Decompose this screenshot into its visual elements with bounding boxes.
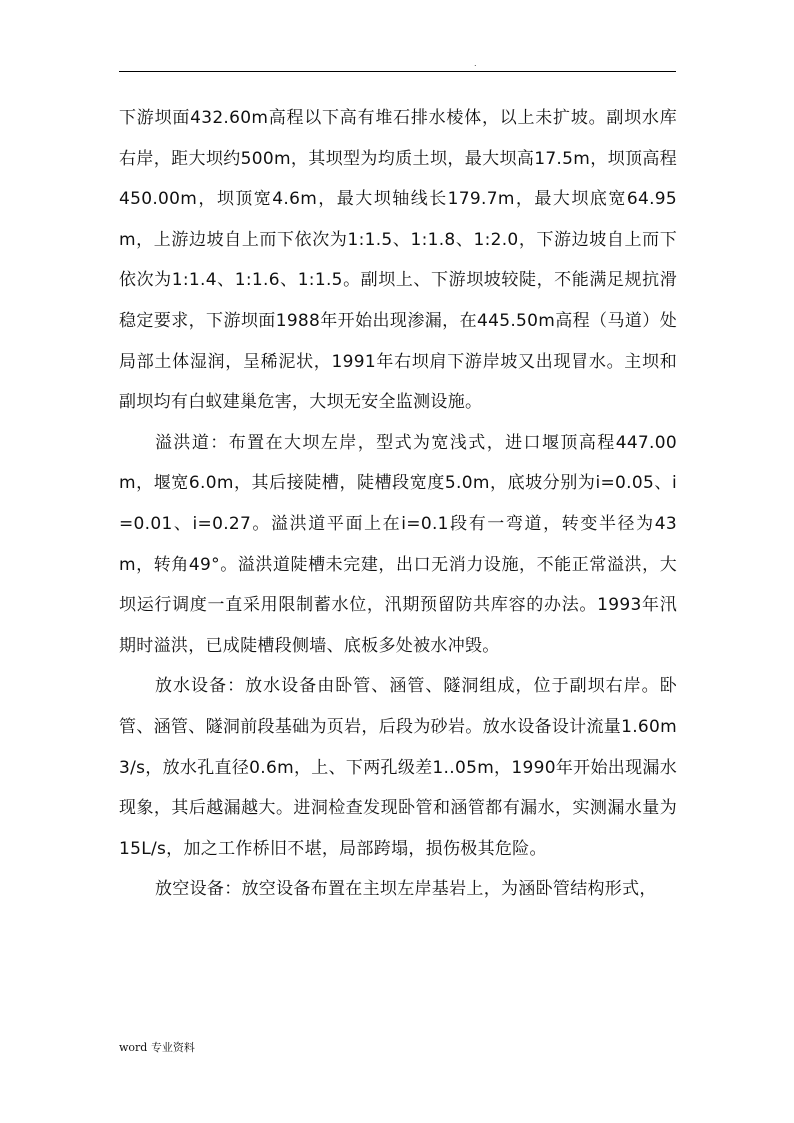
document-body: [119, 98, 677, 910]
footer-label: word 专业资料: [119, 1041, 195, 1054]
header-rule: [119, 71, 676, 72]
header-dot: .: [474, 59, 477, 68]
paragraph-spillway: 溢洪道：布置在大坝左岸，型式为宽浅式，进口堰顶高程447.00m，堰宽6.0m，其后接陡槽，陡槽段宽度5.0m，底坡分别为i=0.05、i=0.01、i=0.27。溢洪道平面上在i=0.1段有一弯道，转变半径为43m，转角49°。溢洪道陡槽未完建，出口无消力设施，不能正常溢洪，大坝运行调度一直采用限制蓄水位，汛期预留防共库容的办法。1993年汛期时溢洪，已成陡槽段侧墙、底板多处被水冲毁。: [119, 432, 677, 656]
paragraph-outlet-works: 放水设备：放水设备由卧管、涵管、隧洞组成，位于副坝右岸。卧管、涵管、隧洞前段基础为页岩，后段为砂岩。放水设备设计流量1.60m3/s，放水孔直径0.6m，上、下两孔级差1..05m，1990年开始出现漏水现象，其后越漏越大。进洞检查发现卧管和涵管都有漏水，实测漏水量为15L/s，加之工作桥旧不堪，局部跨塌，损伤极其危险。: [119, 676, 677, 859]
paragraph-drawdown-facility: 放空设备：放空设备布置在主坝左岸基岩上，为涵卧管结构形式，: [155, 879, 657, 900]
paragraph-dam-description: 下游坝面432.60m高程以下高有堆石排水棱体，以上未扩坡。副坝水库右岸，距大坝约500m，其坝型为均质土坝，最大坝高17.5m，坝顶高程450.00m，坝顶宽4.6m，最大坝轴线长179.7m，最大坝底宽64.95m，上游边坡自上而下依次为1:1.5、1:1.8、1:2.0，下游边坡自上而下依次为1:1.4、1:1.6、1:1.5。副坝上、下游坝坡较陡，不能满足规抗滑稳定要求，下游坝面1988年开始出现渗漏，在445.50m高程（马道）处局部土体湿润，呈稀泥状，1991年右坝肩下游岸坡又出现冒水。主坝和副坝均有白蚁建巢危害，大坝无安全监测设施。: [119, 108, 677, 413]
